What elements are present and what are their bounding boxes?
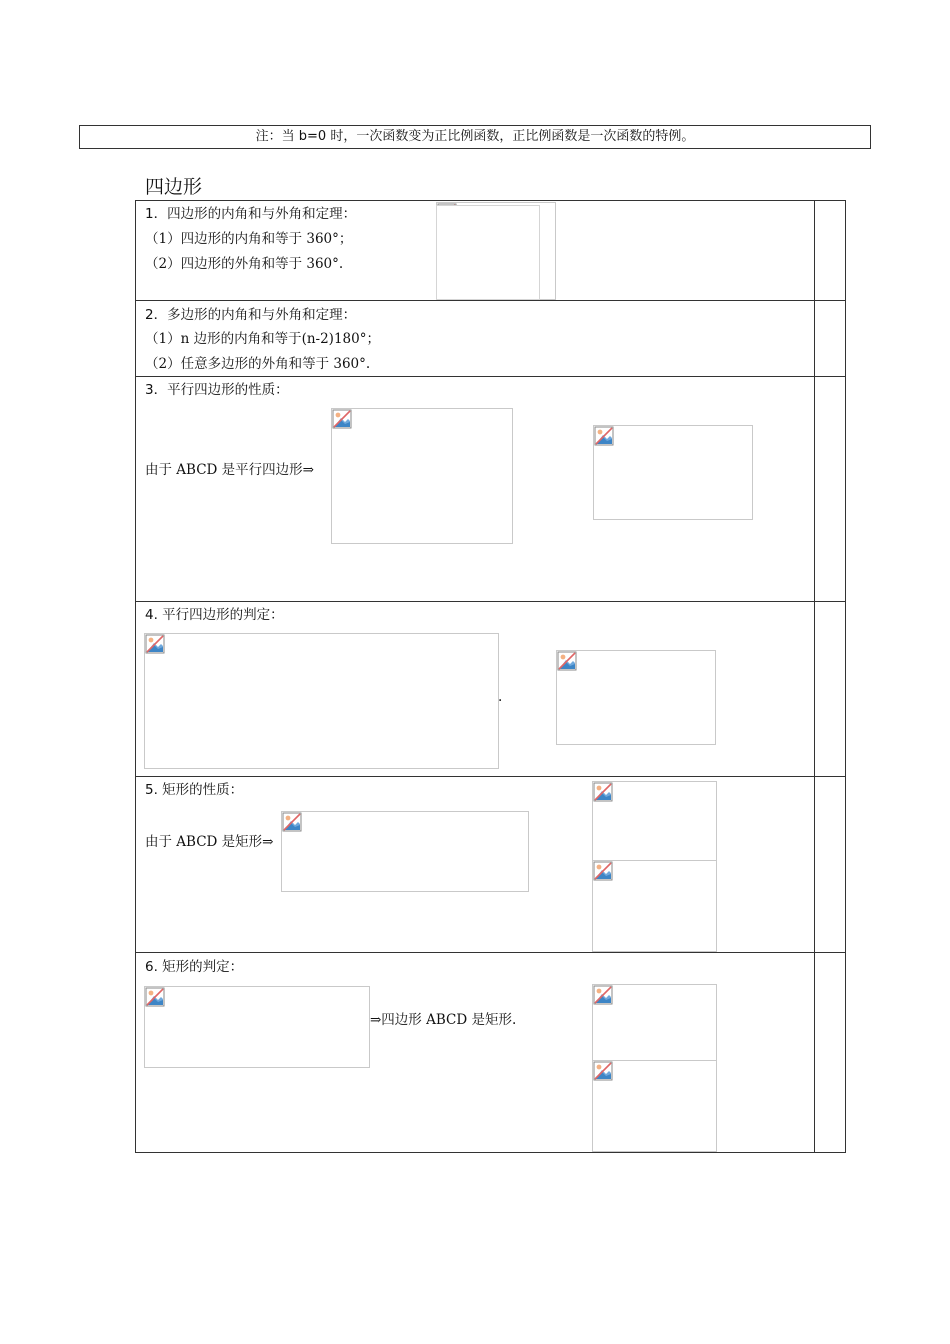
section-title: 四边形	[145, 176, 203, 198]
broken-image-icon	[593, 861, 613, 881]
broken-image-icon	[145, 634, 165, 654]
figure-image	[592, 1060, 717, 1152]
figure-image	[144, 986, 370, 1068]
broken-image-icon	[145, 987, 165, 1007]
broken-image-icon	[332, 409, 352, 429]
row-divider	[135, 300, 846, 301]
broken-image-icon	[282, 812, 302, 832]
row-2-line-2: （2）任意多边形的外角和等于 360°.	[145, 356, 371, 372]
broken-image-icon	[593, 782, 613, 802]
row-4-heading: 4. 平行四边形的判定：	[145, 607, 284, 623]
row-5-line-1: 由于 ABCD 是矩形⇒	[145, 834, 274, 850]
broken-image-icon	[594, 426, 614, 446]
row-4-period: .	[498, 689, 503, 705]
row-1-line-1: （1）四边形的内角和等于 360°；	[145, 231, 353, 247]
figure-image	[556, 650, 716, 745]
figure-image	[144, 633, 499, 769]
figure-image	[592, 860, 717, 952]
row-1-line-2: （2）四边形的外角和等于 360°.	[145, 256, 344, 272]
row-3-line-1: 由于 ABCD 是平行四边形⇒	[145, 462, 314, 478]
note-box: 注：当 b=0 时，一次函数变为正比例函数，正比例函数是一次函数的特例。	[79, 125, 871, 149]
row-2-line-1: （1）n 边形的内角和等于(n-2)180°；	[145, 331, 380, 347]
table-column-divider	[814, 200, 815, 1153]
broken-image-icon	[593, 1061, 613, 1081]
row-divider	[135, 776, 846, 777]
broken-image-icon	[593, 985, 613, 1005]
broken-image-icon	[557, 651, 577, 671]
row-3-heading: 3．平行四边形的性质：	[145, 382, 289, 398]
row-6-heading: 6. 矩形的判定：	[145, 959, 244, 975]
row-divider	[135, 376, 846, 377]
figure-image-inner	[436, 205, 540, 300]
figure-image	[281, 811, 529, 892]
row-1-heading: 1．四边形的内角和与外角和定理：	[145, 206, 357, 222]
row-divider	[135, 952, 846, 953]
row-5-heading: 5. 矩形的性质：	[145, 782, 244, 798]
row-divider	[135, 601, 846, 602]
figure-image	[331, 408, 513, 544]
row-6-line-1: ⇒四边形 ABCD 是矩形.	[370, 1012, 517, 1028]
row-2-heading: 2．多边形的内角和与外角和定理：	[145, 307, 357, 323]
figure-image	[593, 425, 753, 520]
